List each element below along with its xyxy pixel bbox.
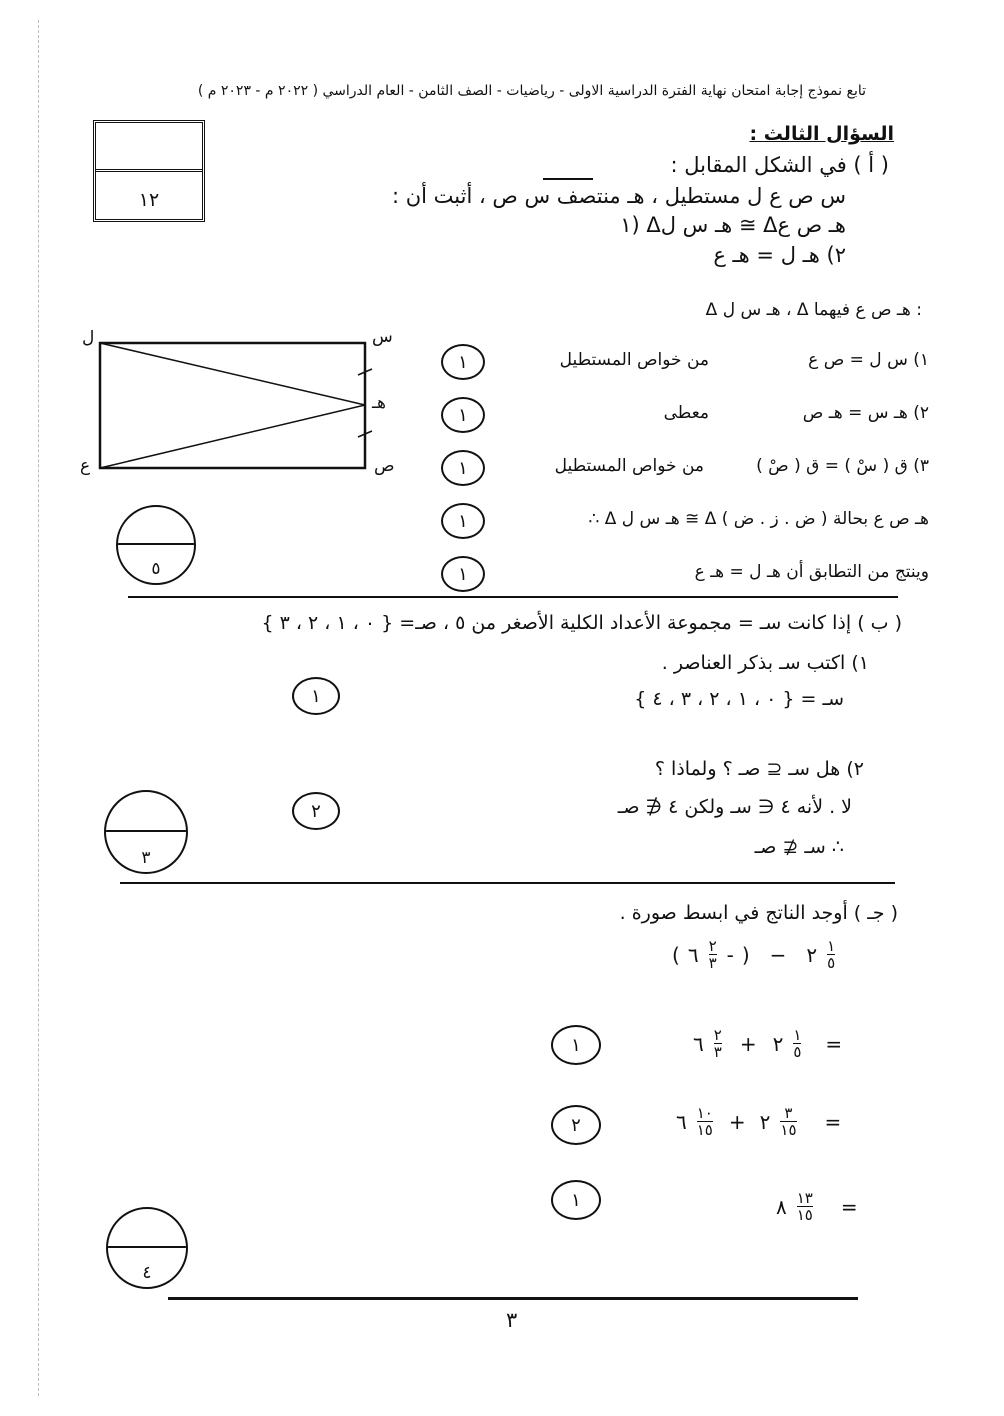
part-b-a3: ∴ سـ ⊈ صـ bbox=[754, 836, 844, 858]
score-box bbox=[93, 120, 205, 222]
divider bbox=[120, 882, 895, 884]
mark-oval: ١ bbox=[441, 344, 485, 380]
part-a-required-1: ١) Δهـ س ل ≅ Δهـ ص ع bbox=[620, 213, 846, 237]
page-header: تابع نموذج إجابة امتحان نهاية الفترة الدراسية الاولى - رياضيات - الصف الثامن - العام الدراسي ( ٢٠٢٢ م - ٢٠٢٣ م ) bbox=[197, 83, 866, 99]
part-a-total: ٥ bbox=[151, 559, 161, 579]
proof-intro: Δ هـ س ل ، Δ هـ ص ع فيهما : bbox=[705, 300, 922, 320]
mark-oval: ١ bbox=[441, 397, 485, 433]
part-a-total-circle bbox=[116, 505, 196, 585]
mark-oval: ١ bbox=[441, 556, 485, 592]
part-a-required-2: ٢) هـ ل = هـ ع bbox=[713, 243, 846, 267]
part-b-q1: ١) اكتب سـ بذكر العناصر . bbox=[661, 652, 869, 674]
mark-oval: ١ bbox=[551, 1025, 601, 1065]
mark-oval: ٢ bbox=[551, 1105, 601, 1145]
question-title: السؤال الثالث : bbox=[749, 123, 894, 145]
proof-step-1: ١) س ل = ص ع bbox=[808, 350, 929, 370]
proof-reason-3: من خواص المستطيل bbox=[554, 456, 704, 476]
part-c-total-circle bbox=[106, 1207, 188, 1289]
segment-overline bbox=[543, 178, 593, 180]
mark-oval: ٢ bbox=[292, 792, 340, 830]
proof-result: وينتج من التطابق أن هـ ل = هـ ع bbox=[694, 562, 929, 582]
fraction: $\frac{١٣}{١٥}$ bbox=[796, 1189, 813, 1224]
part-b-label: ( ب ) إذا كانت سـ = مجموعة الأعداد الكلية الأصغر من ٥ ، صـ= { ٠ ، ١ ، ٢ ، ٣ } bbox=[261, 612, 902, 634]
fraction: $\frac{٣}{١٥}$ bbox=[780, 1104, 797, 1139]
mark-oval: ١ bbox=[441, 450, 485, 486]
proof-conclusion: ∴ Δ هـ س ل ≅ Δ هـ ص ع بحالة ( ض . ز . ض ) bbox=[588, 509, 929, 529]
proof-reason-2: معطى bbox=[663, 403, 709, 423]
part-b-q2: ٢) هل سـ ⊆ صـ ؟ ولماذا ؟ bbox=[654, 758, 864, 780]
part-b-a1: سـ = { ٠ ، ١ ، ٢ ، ٣ ، ٤ } bbox=[634, 688, 844, 710]
scan-edge bbox=[38, 20, 39, 1396]
mark-oval: ١ bbox=[292, 677, 340, 715]
fraction: $\frac{١}{٥}$ bbox=[827, 937, 836, 972]
page-number: ٣ bbox=[506, 1308, 518, 1332]
vertex-label-h: هـ bbox=[372, 393, 386, 413]
part-a-label: ( أ ) في الشكل المقابل : bbox=[670, 153, 889, 177]
part-c-step-3: ٨ $\frac{١٣}{١٥}$ = bbox=[776, 1189, 858, 1224]
vertex-label-sad: ص bbox=[374, 456, 395, 476]
part-a-given: س ص ع ل مستطيل ، هـ منتصف س ص ، أثبت أن : bbox=[391, 184, 846, 208]
part-b-total: ٣ bbox=[141, 848, 151, 868]
mark-oval: ١ bbox=[441, 503, 485, 539]
vertex-label-l: ل bbox=[82, 328, 95, 348]
fraction: $\frac{٢}{٣}$ bbox=[708, 937, 717, 972]
divider bbox=[128, 596, 898, 598]
part-c-label: ( جـ ) أوجد الناتج في ابسط صورة . bbox=[619, 902, 898, 924]
mark-oval: ١ bbox=[551, 1180, 601, 1220]
part-c-total: ٤ bbox=[142, 1263, 152, 1283]
fraction: $\frac{١٠}{١٥}$ bbox=[696, 1104, 713, 1139]
part-b-a2: لا . لأنه ٤ ∈ سـ ولكن ٤ ∉ صـ bbox=[617, 796, 852, 818]
proof-step-2: ٢) هـ س = هـ ص bbox=[802, 403, 929, 423]
vertex-label-ain: ع bbox=[80, 456, 91, 476]
part-c-expression: ( ٦ $\frac{٢}{٣}$ - ) − ٢ $\frac{١}{٥}$ bbox=[672, 937, 836, 972]
footer-line bbox=[168, 1297, 858, 1300]
vertex-label-s: س bbox=[372, 327, 393, 347]
part-b-total-circle bbox=[104, 790, 188, 874]
part-c-step-2: ٦ $\frac{١٠}{١٥}$ + ٢ $\frac{٣}{١٥}$ = bbox=[676, 1104, 842, 1139]
proof-reason-1: من خواص المستطيل bbox=[559, 350, 709, 370]
score-value: ١٢ bbox=[138, 189, 160, 211]
fraction: $\frac{٢}{٣}$ bbox=[713, 1026, 722, 1061]
proof-step-3: ٣) ق ( سْ ) = ق ( صْ ) bbox=[756, 456, 929, 476]
rectangle-figure bbox=[70, 325, 420, 485]
fraction: $\frac{١}{٥}$ bbox=[793, 1026, 802, 1061]
part-c-step-1: ٦ $\frac{٢}{٣}$ + ٢ $\frac{١}{٥}$ = bbox=[693, 1026, 843, 1061]
